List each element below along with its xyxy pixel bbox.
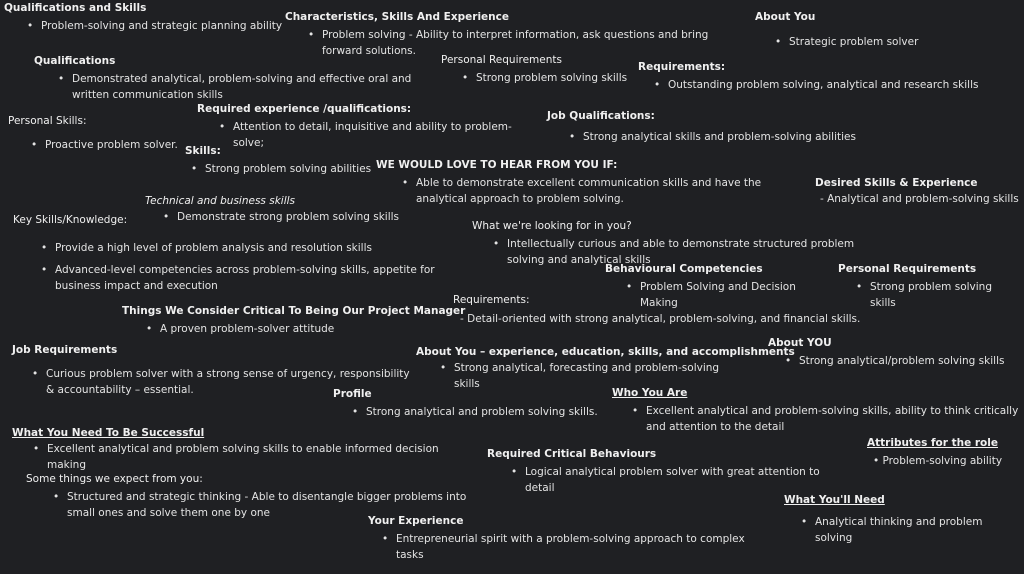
section-heading: Technical and business skills xyxy=(145,195,296,207)
list-item: • Problem-solving and strategic planning ability xyxy=(27,18,287,34)
section-personal-requirements xyxy=(441,52,662,86)
list-item: • Demonstrate strong problem solving skills xyxy=(163,209,403,225)
section-qualifications-and-skills xyxy=(4,0,287,34)
list-item: • A proven problem-solver attitude xyxy=(146,321,346,337)
list-item: • Logical analytical problem solver with great attention to detail xyxy=(511,464,841,496)
list-item: • Strategic problem solver xyxy=(775,34,975,50)
section-who-you-are xyxy=(612,385,1024,435)
section-heading: Some things we expect from you: xyxy=(26,473,203,485)
list-item: - Analytical and problem-solving skills xyxy=(820,193,1019,205)
section-heading: Required experience /qualifications: xyxy=(197,103,412,115)
list-item: • Strong problem solving abilities xyxy=(191,161,381,177)
section-required-critical-behaviours xyxy=(487,446,841,496)
list-item: • Able to demonstrate excellent communication skills and have the analytical approach to problem solving. xyxy=(402,175,792,207)
section-heading: Key Skills/Knowledge: xyxy=(13,214,128,226)
list-item: • Problem solving - Ability to interpret information, ask questions and bring forward solutions. xyxy=(308,27,733,59)
list-item: • Entrepreneurial spirit with a problem-solving approach to complex tasks xyxy=(382,531,762,563)
list-item: • Outstanding problem solving, analytical and research skills xyxy=(654,77,984,93)
section-requirements xyxy=(638,59,984,93)
section-heading: Characteristics, Skills And Experience xyxy=(285,11,509,23)
section-heading: WE WOULD LOVE TO HEAR FROM YOU IF: xyxy=(376,159,618,171)
section-personal-requirements-2 xyxy=(838,261,1021,311)
list-item: • Excellent analytical and problem-solving skills, ability to think critically and attention to the detail xyxy=(632,403,1024,435)
list-item: • Strong analytical/problem solving skills xyxy=(785,353,1015,369)
section-heading[interactable]: What You'll Need xyxy=(784,494,885,506)
section-heading: Personal Requirements xyxy=(441,54,562,66)
section-personal-skills xyxy=(8,113,211,153)
list-item: • Attention to detail, inquisitive and ability to problem-solve; xyxy=(219,119,539,151)
section-heading: Personal Skills: xyxy=(8,115,87,127)
section-heading: Required Critical Behaviours xyxy=(487,448,657,460)
section-about-you-2 xyxy=(768,335,1015,369)
section-job-qualifications xyxy=(547,108,869,145)
section-heading: About You – experience, education, skills, and accomplishments xyxy=(416,346,795,358)
section-key-skills xyxy=(13,212,461,294)
section-heading: Qualifications and Skills xyxy=(4,2,147,14)
list-item: • Provide a high level of problem analysis and resolution skills xyxy=(41,240,461,256)
section-requirements-2 xyxy=(453,292,860,327)
section-heading: Job Qualifications: xyxy=(547,110,655,122)
section-heading: Job Requirements xyxy=(12,344,118,356)
section-your-experience xyxy=(368,513,762,563)
section-profile xyxy=(333,386,602,420)
section-heading: Your Experience xyxy=(368,515,464,527)
section-heading: What we're looking for in you? xyxy=(472,220,632,232)
list-item: - Detail-oriented with strong analytical, problem-solving, and financial skills. xyxy=(460,313,861,325)
section-heading[interactable]: Who You Are xyxy=(612,387,688,399)
section-heading[interactable]: What You Need To Be Successful xyxy=(12,427,205,439)
list-item: • Advanced-level competencies across problem-solving skills, appetite for business impact and execution xyxy=(41,262,461,294)
list-item: • Demonstrated analytical, problem-solving and effective oral and written communication skills xyxy=(58,71,448,103)
list-item: • Strong analytical, forecasting and problem-solving skills xyxy=(440,360,740,392)
list-item: • Structured and strategic thinking - Able to disentangle bigger problems into small ones and solve them one by one xyxy=(53,489,473,521)
section-heading: Desired Skills & Experience xyxy=(815,177,978,189)
section-project-manager xyxy=(122,303,465,337)
list-item: • Strong analytical skills and problem-solving abilities xyxy=(569,129,869,145)
section-heading: Requirements: xyxy=(453,294,530,306)
section-heading: About You xyxy=(755,11,816,23)
section-about-you xyxy=(755,9,975,50)
list-item: • Strong problem solving skills xyxy=(462,70,662,86)
list-item: • Problem-solving ability xyxy=(873,455,1003,467)
list-item: • Proactive problem solver. xyxy=(31,137,211,153)
list-item: • Strong analytical and problem solving skills. xyxy=(352,404,602,420)
section-heading: About YOU xyxy=(768,337,832,349)
section-qualifications xyxy=(34,53,448,103)
list-item: • Excellent analytical and problem solving skills to enable informed decision making xyxy=(33,441,473,473)
section-heading: Skills: xyxy=(185,145,221,157)
section-skills xyxy=(185,143,381,177)
list-item: • Analytical thinking and problem solving xyxy=(801,514,1021,546)
section-what-you-need xyxy=(12,425,473,473)
section-desired-skills xyxy=(815,175,1019,207)
section-heading: Things We Consider Critical To Being Our Project Manager xyxy=(122,305,466,317)
section-we-would-love-to-hear xyxy=(376,157,792,207)
list-item: • Strong problem solving skills xyxy=(856,279,1021,311)
section-heading: Requirements: xyxy=(638,61,726,73)
list-item: • Problem Solving and Decision Making xyxy=(626,279,836,311)
section-heading: Personal Requirements xyxy=(838,263,977,275)
list-item: • Intellectually curious and able to demonstrate structured problem solving and analytical skills xyxy=(493,236,893,268)
section-what-youll-need xyxy=(784,492,1021,546)
section-heading: Qualifications xyxy=(34,55,116,67)
section-heading: Profile xyxy=(333,388,372,400)
section-attributes xyxy=(867,435,1002,469)
section-heading[interactable]: Attributes for the role xyxy=(867,437,998,449)
list-item: • Curious problem solver with a strong sense of urgency, responsibility & accountability – essential. xyxy=(32,366,412,398)
section-heading: Behavioural Competencies xyxy=(605,263,763,275)
